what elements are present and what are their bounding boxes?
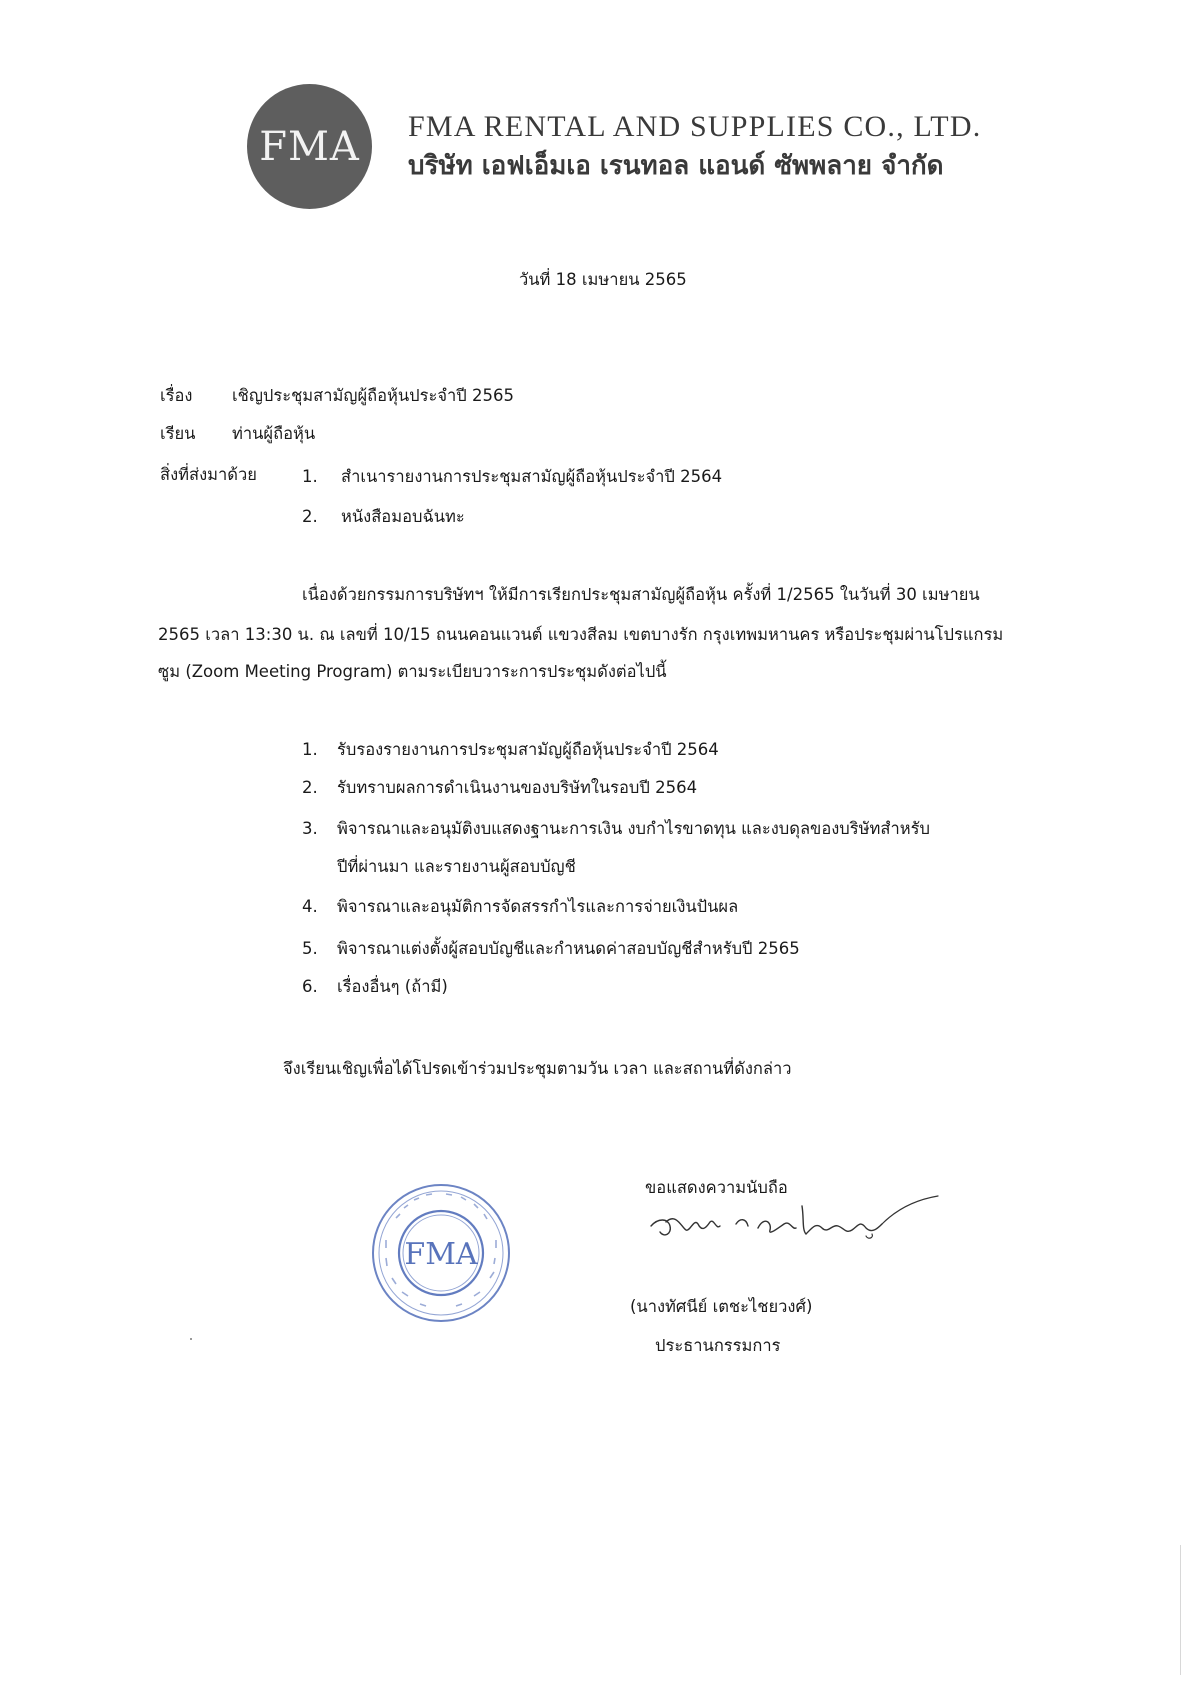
company-name-thai: บริษัท เอฟเอ็มเอ เรนทอล แอนด์ ซัพพลาย จำกัด (408, 151, 944, 181)
enclosure-label: สิ่งที่ส่งมาด้วย (160, 465, 257, 484)
company-logo (247, 84, 372, 209)
company-name-english: FMA RENTAL AND SUPPLIES CO., LTD. (408, 110, 982, 143)
subject-text: เชิญประชุมสามัญผู้ถือหุ้นประจำปี 2565 (232, 386, 515, 405)
agenda-number: 2. (302, 778, 318, 797)
agenda-item: พิจารณาและอนุมัติการจัดสรรกำไรและการจ่ายเงินปันผล (337, 897, 739, 916)
subject-label: เรื่อง (160, 386, 193, 405)
agenda-number: 3. (302, 819, 318, 838)
body-line: 2565 เวลา 13:30 น. ณ เลขที่ 10/15 ถนนคอนแวนต์ แขวงสีลม เขตบางรัก กรุงเทพมหานคร หรือประชุมผ่านโปรแกรม (158, 625, 1004, 644)
agenda-item-continuation: ปีที่ผ่านมา และรายงานผู้สอบบัญชี (337, 857, 576, 876)
closing-sentence: จึงเรียนเชิญเพื่อได้โปรดเข้าร่วมประชุมตามวัน เวลา และสถานที่ดังกล่าว (283, 1059, 792, 1078)
body-line: เนื่องด้วยกรรมการบริษัทฯ ให้มีการเรียกประชุมสามัญผู้ถือหุ้น ครั้งที่ 1/2565 ในวันที่ 30 เมษายน (302, 585, 980, 604)
letter-date: วันที่ 18 เมษายน 2565 (519, 270, 687, 289)
agenda-item: รับทราบผลการดำเนินงานของบริษัทในรอบปี 2564 (337, 778, 698, 797)
body-line: ซูม (Zoom Meeting Program) ตามระเบียบวาระการประชุมดังต่อไปนี้ (158, 662, 667, 681)
scan-speck (190, 1338, 192, 1340)
seal-center-text: FMA (404, 1237, 478, 1272)
to-text: ท่านผู้ถือหุ้น (232, 424, 316, 443)
agenda-item: พิจารณาและอนุมัติงบแสดงฐานะการเงิน งบกำไรขาดทุน และงบดุลของบริษัทสำหรับ (337, 819, 930, 838)
scan-edge-line (1180, 1545, 1181, 1675)
signatory-title: ประธานกรรมการ (655, 1336, 781, 1355)
company-seal-stamp (366, 1178, 516, 1328)
signatory-name: (นางทัศนีย์ เตชะไชยวงศ์) (630, 1297, 813, 1316)
agenda-number: 4. (302, 897, 318, 916)
handwritten-signature (646, 1188, 946, 1258)
agenda-number: 6. (302, 977, 318, 996)
regards-text: ขอแสดงความนับถือ (645, 1178, 788, 1197)
enclosure-item: สำเนารายงานการประชุมสามัญผู้ถือหุ้นประจำปี 2564 (341, 467, 723, 486)
logo-text: FMA (259, 123, 360, 170)
agenda-number: 5. (302, 939, 318, 958)
agenda-item: รับรองรายงานการประชุมสามัญผู้ถือหุ้นประจำปี 2564 (337, 740, 719, 759)
agenda-item: เรื่องอื่นๆ (ถ้ามี) (337, 977, 448, 996)
enclosure-number: 1. (302, 467, 318, 486)
agenda-number: 1. (302, 740, 318, 759)
enclosure-item: หนังสือมอบฉันทะ (341, 507, 465, 526)
enclosure-number: 2. (302, 507, 318, 526)
agenda-item: พิจารณาแต่งตั้งผู้สอบบัญชีและกำหนดค่าสอบบัญชีสำหรับปี 2565 (337, 939, 800, 958)
to-label: เรียน (160, 424, 196, 443)
